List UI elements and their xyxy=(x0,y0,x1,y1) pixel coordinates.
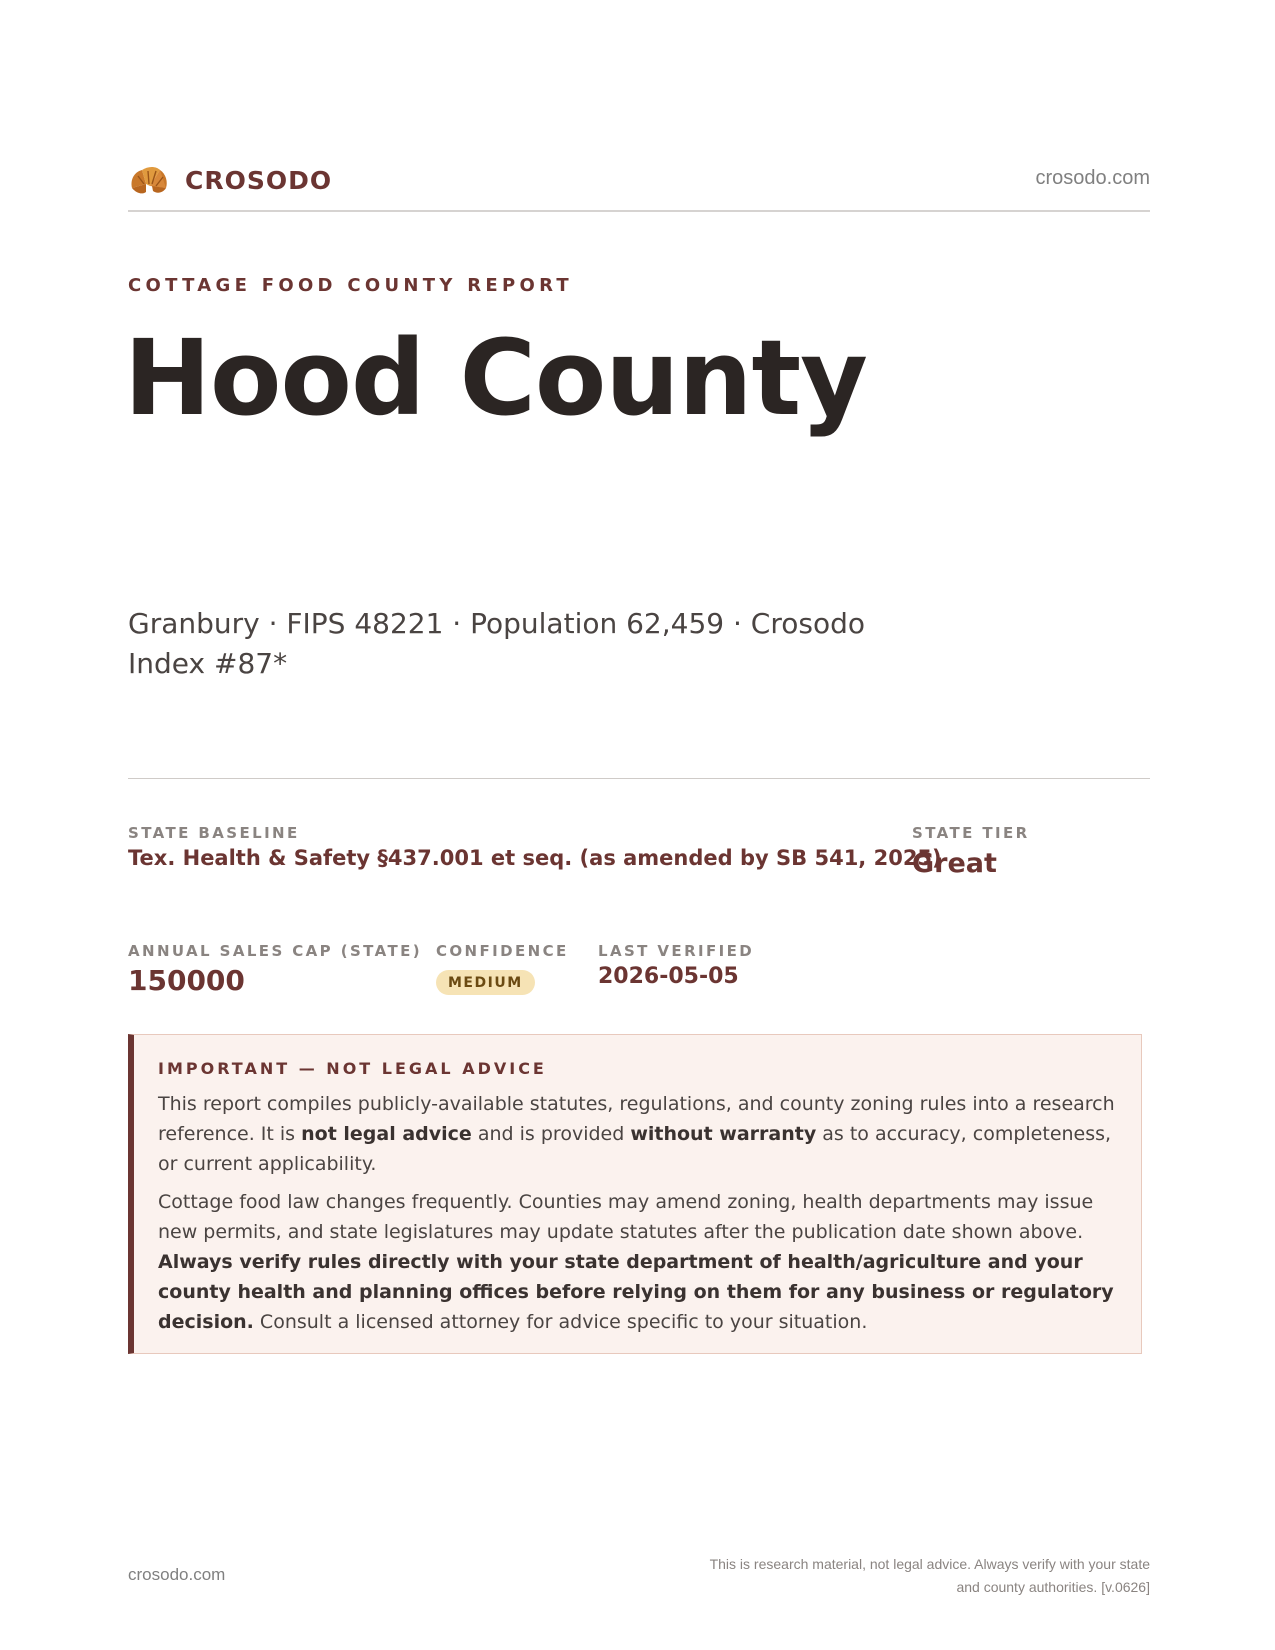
footer-site-url[interactable]: crosodo.com xyxy=(128,1565,226,1584)
notice-paragraph-1 xyxy=(158,1089,1128,1179)
state-baseline-value: Tex. Health & Safety §437.001 et seq. (as amended by SB 541, 2025) xyxy=(128,846,942,870)
county-title: Hood County xyxy=(124,317,867,439)
notice-p1-text-a: This report compiles publicly-available statutes, regulations, and county zoning rules into a research reference. It is xyxy=(158,1093,1115,1145)
confidence-field xyxy=(436,970,535,995)
state-tier-label: STATE TIER xyxy=(912,824,1030,842)
legal-notice-callout xyxy=(128,1034,1142,1354)
confidence-label: CONFIDENCE xyxy=(436,942,569,960)
notice-p1-text-b: and is provided xyxy=(471,1123,631,1145)
section-divider xyxy=(128,778,1150,779)
header-divider xyxy=(128,210,1150,212)
confidence-badge: MEDIUM xyxy=(436,970,535,995)
state-baseline-label: STATE BASELINE xyxy=(128,824,300,842)
report-page xyxy=(124,0,1150,1650)
notice-p2-text-a: Cottage food law changes frequently. Counties may amend zoning, health departments may issue new permits, and state legislatures may update statutes after the publication date shown above. xyxy=(158,1191,1094,1243)
notice-p2-bold: Always verify rules directly with your state department of health/agriculture and your county health and planning offices before relying on them for any business or regulatory decision. xyxy=(158,1251,1114,1333)
notice-p1-text-c: as to accuracy, completeness, or current applicability. xyxy=(158,1123,1112,1175)
last-verified-label: LAST VERIFIED xyxy=(598,942,755,960)
notice-p1-bold-b: without warranty xyxy=(630,1123,817,1145)
notice-p1-bold-a: not legal advice xyxy=(301,1123,472,1145)
notice-title: IMPORTANT — NOT LEGAL ADVICE xyxy=(158,1059,547,1078)
brand-name: CROSODO xyxy=(185,166,333,195)
footer-disclaimer-line-1: This is research material, not legal advice. Always verify with your state xyxy=(709,1556,1150,1572)
site-url[interactable]: crosodo.com xyxy=(1035,167,1150,189)
croissant-icon xyxy=(128,162,170,198)
sales-cap-value: 150000 xyxy=(128,964,245,997)
notice-p2-text-b: Consult a licensed attorney for advice specific to your situation. xyxy=(253,1311,868,1333)
last-verified-value: 2026-05-05 xyxy=(598,964,739,989)
sales-cap-label: ANNUAL SALES CAP (STATE) xyxy=(128,942,423,960)
footer-disclaimer xyxy=(590,1553,1150,1599)
county-subtitle: Granbury · FIPS 48221 · Population 62,459 · Crosodo Index #87* xyxy=(128,607,865,680)
page-header xyxy=(128,160,1150,200)
notice-paragraph-2 xyxy=(158,1187,1128,1337)
state-tier-value: Great xyxy=(912,848,997,879)
report-eyebrow: COTTAGE FOOD COUNTY REPORT xyxy=(128,275,574,296)
footer-disclaimer-line-2: and county authorities. [v.0626] xyxy=(956,1579,1150,1595)
